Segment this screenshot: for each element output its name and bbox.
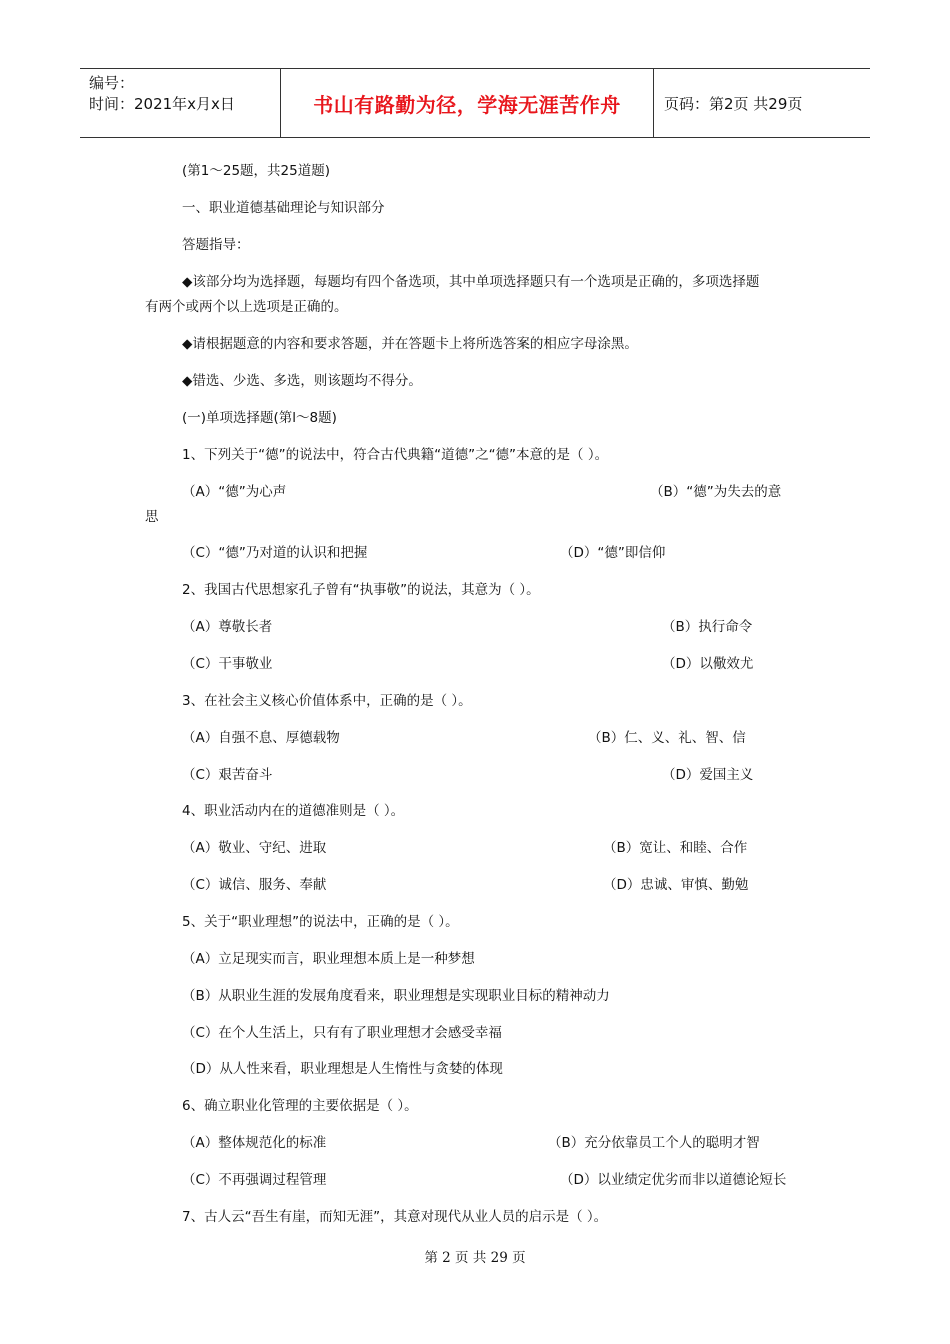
option-a: （A）立足现实而言，职业理想本质上是一种梦想 bbox=[182, 951, 475, 967]
option-d: （D）“德”即信仰 bbox=[560, 545, 666, 561]
option-b: （B）充分依靠员工个人的聪明才智 bbox=[548, 1135, 760, 1151]
option-d: （D）爱国主义 bbox=[662, 767, 754, 783]
rule-1: ◆该部分均为选择题，每题均有四个备选项，其中单项选择题只有一个选项是正确的，多项选择题 bbox=[182, 274, 760, 290]
option-d: （D）从人性来看，职业理想是人生惰性与贪婪的体现 bbox=[182, 1061, 503, 1077]
header-motto: 书山有路勤为径，学海无涯苦作舟 bbox=[281, 69, 654, 137]
question-stem: 2、我国古代思想家孔子曾有“执事敬”的说法，其意为（ ）。 bbox=[182, 582, 540, 598]
page-footer: 第 2 页 共 29 页 bbox=[424, 1250, 526, 1266]
option-a: （A）敬业、守纪、进取 bbox=[182, 840, 327, 856]
option-c: （C）诚信、服务、奉献 bbox=[182, 877, 327, 893]
guide-title: 答题指导： bbox=[182, 237, 250, 253]
option-a: （A）自强不息、厚德载物 bbox=[182, 730, 340, 746]
section-title: 一、职业道德基础理论与知识部分 bbox=[182, 200, 385, 216]
code-label: 编号： bbox=[89, 74, 135, 92]
date-label: 时间：2021年x月x日 bbox=[89, 95, 235, 113]
header-page-label: 页码：第2页 共29页 bbox=[664, 94, 803, 113]
rule-1-cont: 有两个或两个以上选项是正确的。 bbox=[145, 299, 348, 315]
option-c: （C）艰苦奋斗 bbox=[182, 767, 273, 783]
option-d: （D）忠诚、审慎、勤勉 bbox=[603, 877, 749, 893]
option-b-cont: 思 bbox=[145, 509, 159, 525]
option-b: （B）宽让、和睦、合作 bbox=[603, 840, 748, 856]
option-b: （B）执行命令 bbox=[662, 619, 753, 635]
question-stem: 1、下列关于“德”的说法中，符合古代典籍“道德”之“德”本意的是（ ）。 bbox=[182, 447, 609, 463]
single-choice-title: (一)单项选择题(第l～8题) bbox=[182, 410, 337, 426]
question-stem: 5、关于“职业理想”的说法中，正确的是（ ）。 bbox=[182, 914, 459, 930]
option-c: （C）“德”乃对道的认识和把握 bbox=[182, 545, 368, 561]
option-a: （A）“德”为心声 bbox=[182, 484, 287, 500]
question-stem: 4、职业活动内在的道德准则是（ ）。 bbox=[182, 803, 405, 819]
option-c: （C）在个人生活上，只有有了职业理想才会感受幸福 bbox=[182, 1025, 502, 1041]
option-d: （D）以儆效尤 bbox=[662, 656, 754, 672]
question-range: (第1～25题，共25道题) bbox=[182, 163, 330, 179]
rule-3: ◆错选、少选、多选，则该题均不得分。 bbox=[182, 373, 422, 389]
option-a: （A）整体规范化的标准 bbox=[182, 1135, 327, 1151]
option-b: （B）从职业生涯的发展角度看来，职业理想是实现职业目标的精神动力 bbox=[182, 988, 610, 1004]
option-b: （B）仁、义、礼、智、信 bbox=[588, 730, 746, 746]
rule-2: ◆请根据题意的内容和要求答题，并在答题卡上将所选答案的相应字母涂黑。 bbox=[182, 336, 638, 352]
question-stem: 6、确立职业化管理的主要依据是（ ）。 bbox=[182, 1098, 418, 1114]
question-stem: 3、在社会主义核心价值体系中，正确的是（ ）。 bbox=[182, 693, 472, 709]
question-stem: 7、古人云“吾生有崖，而知无涯”，其意对现代从业人员的启示是（ ）。 bbox=[182, 1209, 608, 1225]
option-d: （D）以业绩定优劣而非以道德论短长 bbox=[560, 1172, 787, 1188]
option-c: （C）不再强调过程管理 bbox=[182, 1172, 327, 1188]
option-c: （C）干事敬业 bbox=[182, 656, 273, 672]
option-b: （B）“德”为失去的意 bbox=[650, 484, 782, 500]
option-a: （A）尊敬长者 bbox=[182, 619, 273, 635]
